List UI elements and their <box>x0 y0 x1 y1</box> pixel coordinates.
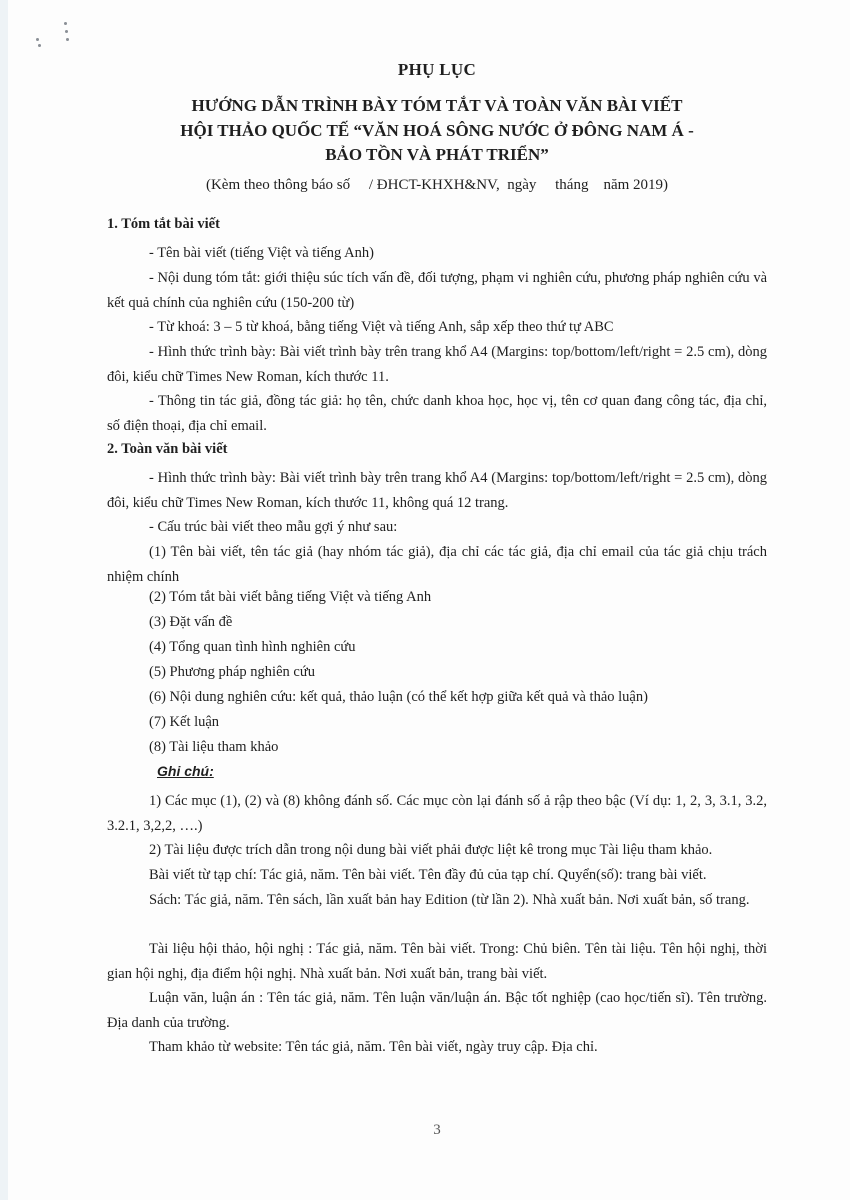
scan-edge <box>0 0 8 1200</box>
note-item: Luận văn, luận án : Tên tác giả, năm. Tên luận văn/luận án. Bậc tốt nghiệp (cao học/tiến sĩ). Tên trường. Địa danh của trường. <box>107 990 767 1031</box>
note-item: 2) Tài liệu được trích dẫn trong nội dung bài viết phải được liệt kê trong mục Tài liệu tham khảo. <box>149 842 713 858</box>
structure-item: (3) Đặt vấn đề <box>149 614 233 630</box>
appendix-title: PHỤ LỤC <box>397 60 477 79</box>
structure-item: (5) Phương pháp nghiên cứu <box>149 664 315 680</box>
heading-line: HƯỚNG DẪN TRÌNH BÀY TÓM TẮT VÀ TOÀN VĂN BÀI VIẾT <box>191 96 683 115</box>
structure-item: (4) Tổng quan tình hình nghiên cứu <box>149 639 356 655</box>
heading-line: BẢO TỒN VÀ PHÁT TRIỂN” <box>325 145 549 164</box>
scan-specks <box>34 16 84 52</box>
structure-item: (7) Kết luận <box>149 714 220 730</box>
document-heading <box>107 94 767 168</box>
note-item: Sách: Tác giả, năm. Tên sách, lần xuất bản hay Edition (từ lần 2). Nhà xuất bản. Nơi xuất bản, số trang. <box>149 892 750 908</box>
structure-intro: - Cấu trúc bài viết theo mẫu gợi ý như sau: <box>149 519 398 535</box>
section-heading-abstract: 1. Tóm tắt bài viết <box>107 216 220 232</box>
section-heading-fulltext: 2. Toàn văn bài viết <box>107 441 228 457</box>
structure-item: (8) Tài liệu tham khảo <box>149 739 279 755</box>
note-item: Tham khảo từ website: Tên tác giả, năm. Tên bài viết, ngày truy cập. Địa chỉ. <box>149 1039 598 1055</box>
abstract-item: - Nội dung tóm tắt: giới thiệu súc tích vấn đề, đối tượng, phạm vi nghiên cứu, phương pháp nghiên cứu và kết quả chính của nghiên cứu (150-200 từ) <box>107 270 767 311</box>
heading-line: HỘI THẢO QUỐC TẾ “VĂN HOÁ SÔNG NƯỚC Ở ĐÔNG NAM Á - <box>180 120 694 140</box>
note-item: 1) Các mục (1), (2) và (8) không đánh số. Các mục còn lại đánh số ả rập theo bậc (Ví dụ: 1, 2, 3, 3.1, 3.2, 3.2.1, 3,2,2, ….) <box>107 793 767 834</box>
reference-line: (Kèm theo thông báo số / ĐHCT-KHXH&NV, ngày tháng năm 2019) <box>205 177 669 193</box>
note-item: Tài liệu hội thảo, hội nghị : Tác giả, năm. Tên bài viết. Trong: Chủ biên. Tên tài liệu. Tên hội nghị, thời gian hội nghị, địa điểm hội nghị. Nhà xuất bản. Nơi xuất bản, trang bài viết. <box>107 941 767 982</box>
abstract-item: - Tên bài viết (tiếng Việt và tiếng Anh) <box>149 245 374 261</box>
abstract-item: - Thông tin tác giả, đồng tác giả: họ tên, chức danh khoa học, học vị, tên cơ quan đang công tác, địa chỉ, số điện thoại, địa chỉ email. <box>107 393 767 434</box>
note-item: Bài viết từ tạp chí: Tác giả, năm. Tên bài viết. Tên đầy đủ của tạp chí. Quyển(số): trang bài viết. <box>149 867 707 883</box>
notes-title: Ghi chú: <box>157 763 214 779</box>
structure-item: (2) Tóm tắt bài viết bằng tiếng Việt và tiếng Anh <box>149 589 432 605</box>
abstract-item: - Từ khoá: 3 – 5 từ khoá, bằng tiếng Việt và tiếng Anh, sắp xếp theo thứ tự ABC <box>149 319 614 335</box>
abstract-item: - Hình thức trình bày: Bài viết trình bày trên trang khổ A4 (Margins: top/bottom/left/right = 2.5 cm), dòng đôi, kiểu chữ Times New Roman, kích thước 11. <box>107 344 767 385</box>
structure-item: (6) Nội dung nghiên cứu: kết quả, thảo luận (có thể kết hợp giữa kết quả và thảo luận) <box>149 689 648 705</box>
structure-item: (1) Tên bài viết, tên tác giả (hay nhóm tác giả), địa chỉ các tác giả, địa chỉ email của tác giả chịu trách nhiệm chính <box>107 544 767 585</box>
fulltext-format: - Hình thức trình bày: Bài viết trình bày trên trang khổ A4 (Margins: top/bottom/left/right = 2.5 cm), dòng đôi, kiểu chữ Times New Roman, kích thước 11, không quá 12 trang. <box>107 470 767 511</box>
page-number: 3 <box>433 1122 441 1138</box>
